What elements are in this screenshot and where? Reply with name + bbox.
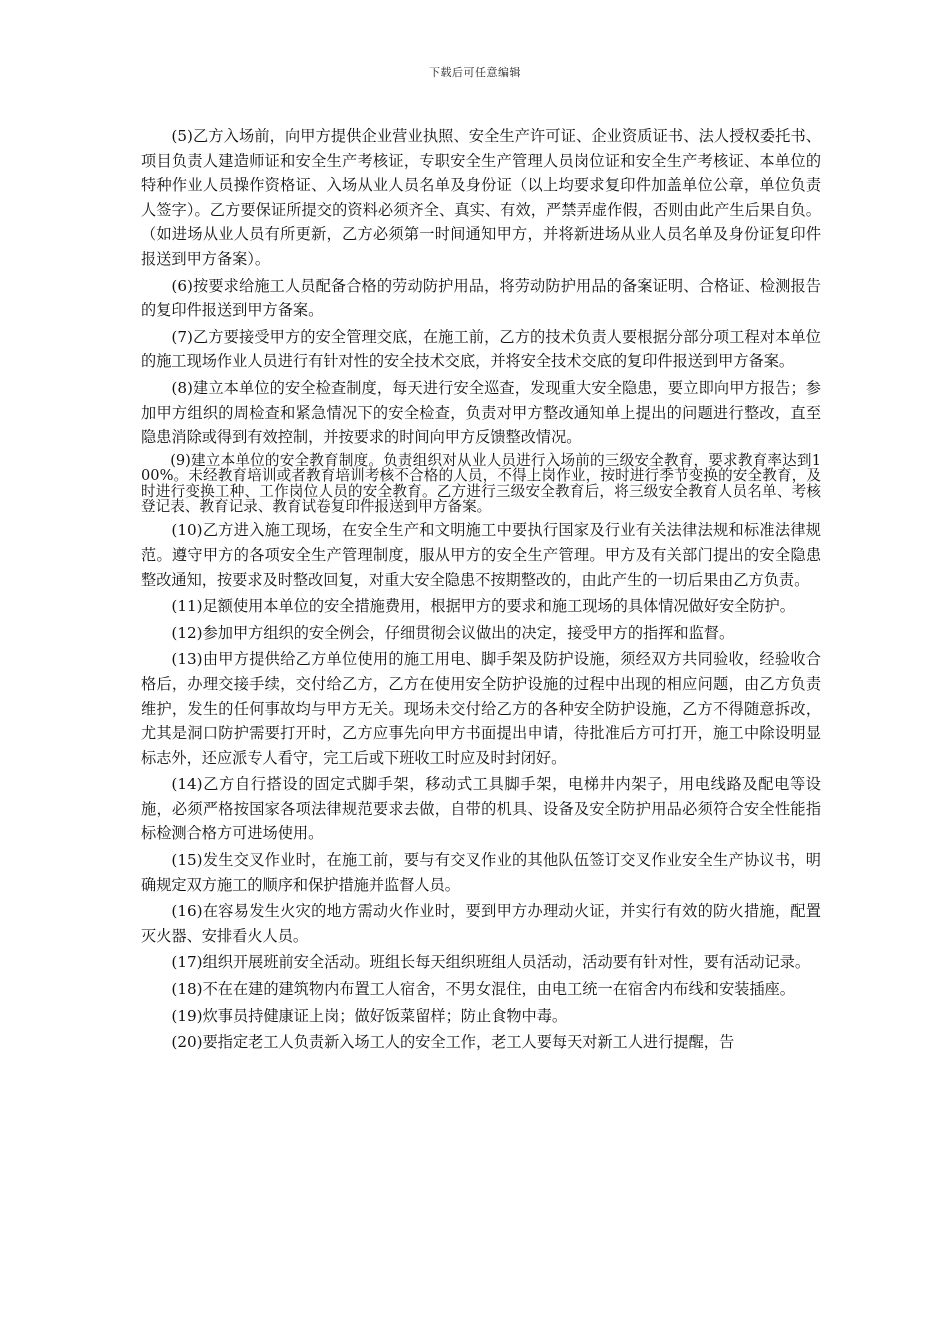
document-body: [141, 124, 821, 1057]
paragraph-15: (15)发生交叉作业时，在施工前，要与有交叉作业的其他队伍签订交叉作业安全生产协议书，明确规定双方施工的顺序和保护措施并监督人员。: [141, 851, 821, 894]
paragraph-20: (20)要指定老工人负责新入场工人的安全工作，老工人要每天对新工人进行提醒，告: [171, 1033, 735, 1052]
paragraph-16: (16)在容易发生火灾的地方需动火作业时，要到甲方办理动火证，并实行有效的防火措施，配置灭火器、安排看火人员。: [141, 902, 821, 945]
paragraph-19: (19)炊事员持健康证上岗；做好饭菜留样；防止食物中毒。: [171, 1006, 568, 1025]
paragraph-18: (18)不在在建的建筑物内布置工人宿舍，不男女混住，由电工统一在宿舍内布线和安装插座。: [171, 980, 795, 999]
paragraph-8: (8)建立本单位的安全检查制度，每天进行安全巡查，发现重大安全隐患，要立即向甲方报告；参加甲方组织的周检查和紧急情况下的安全检查，负责对甲方整改通知单上提出的问题进行整改，直至隐患消除或得到有效控制，并按要求的时间向甲方反馈整改情况。: [141, 378, 821, 447]
paragraph-5: (5)乙方入场前，向甲方提供企业营业执照、安全生产许可证、企业资质证书、法人授权委托书、项目负责人建造师证和安全生产考核证，专职安全生产管理人员岗位证和安全生产考核证、本单位的特种作业人员操作资格证、入场从业人员名单及身份证（以上均要求复印件加盖单位公章，单位负责人签字）。乙方要保证所提交的资料必须齐全、真实、有效，严禁弄虚作假，否则由此产生后果自负。（如进场从业人员有所更新，乙方必须第一时间通知甲方，并将新进场从业人员名单及身份证复印件报送到甲方备案）。: [141, 127, 821, 268]
paragraph-9: (9)建立本单位的安全教育制度。负责组织对从业人员进行入场前的三级安全教育，要求教育率达到100%。未经教育培训或者教育培训考核不合格的人员，不得上岗作业，按时进行季节变换的安全教育，及时进行变换工种、工作岗位人员的安全教育。乙方进行三级安全教育后，将三级安全教育人员名单、考核登记表、教育记录、教育试卷复印件报送到甲方备案。: [141, 451, 821, 515]
paragraph-6: (6)按要求给施工人员配备合格的劳动防护用品，将劳动防护用品的备案证明、合格证、检测报告的复印件报送到甲方备案。: [141, 276, 821, 320]
paragraph-11: (11)足额使用本单位的安全措施费用，根据甲方的要求和施工现场的具体情况做好安全防护。: [171, 597, 795, 616]
page-header: 下载后可任意编辑: [429, 66, 521, 79]
paragraph-17: (17)组织开展班前安全活动。班组长每天组织班组人员活动，活动要有针对性，要有活动记录。: [171, 953, 811, 972]
paragraph-14: (14)乙方自行搭设的固定式脚手架，移动式工具脚手架，电梯井内架子，用电线路及配电等设施，必须严格按国家各项法律规范要求去做，自带的机具、设备及安全防护用品必须符合安全性能指标检测合格方可进场使用。: [141, 775, 821, 843]
paragraph-12: (12)参加甲方组织的安全例会，仔细贯彻会议做出的决定，接受甲方的指挥和监督。: [171, 623, 735, 642]
paragraph-7: (7)乙方要接受甲方的安全管理交底，在施工前，乙方的技术负责人要根据分部分项工程对本单位的施工现场作业人员进行有针对性的安全技术交底，并将安全技术交底的复印件报送到甲方备案。: [141, 327, 821, 371]
paragraph-13: (13)由甲方提供给乙方单位使用的施工用电、脚手架及防护设施，须经双方共同验收，经验收合格后，办理交接手续，交付给乙方，乙方在使用安全防护设施的过程中出现的相应问题，由乙方负责维护，发生的任何事故均与甲方无关。现场未交付给乙方的各种安全防护设施，乙方不得随意拆改，尤其是洞口防护需要打开时，乙方应事先向甲方书面提出申请，待批准后方可打开，施工中除设明显标志外，还应派专人看守，完工后或下班收工时应及时封闭好。: [141, 650, 821, 767]
paragraph-10: (10)乙方进入施工现场，在安全生产和文明施工中要执行国家及行业有关法律法规和标准法律规范。遵守甲方的各项安全生产管理制度，服从甲方的安全生产管理。甲方及有关部门提出的安全隐患整改通知，按要求及时整改回复，对重大安全隐患不按期整改的，由此产生的一切后果由乙方负责。: [141, 521, 821, 589]
